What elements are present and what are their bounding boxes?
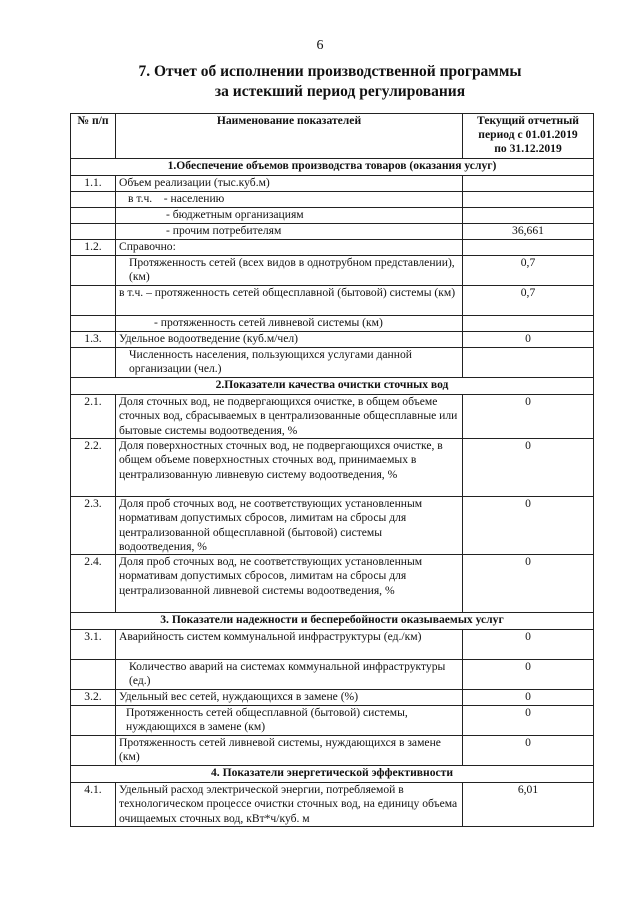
table-row [71, 555, 594, 613]
row-num: 2.2. [71, 439, 116, 497]
report-table [70, 113, 594, 827]
row-name: Удельный расход электрической энергии, потребляемой в технологическом процессе очистки сточных вод, на единицу объема очищаемых сточных вод, кВт*ч/куб. м [116, 783, 463, 827]
row-value [463, 192, 594, 208]
table-row [71, 224, 594, 240]
table-row [71, 497, 594, 555]
row-name: в т.ч. - населению [116, 192, 463, 208]
row-num: 2.4. [71, 555, 116, 613]
row-name: Доля поверхностных сточных вод, не подвергающихся очистке, в общем объеме поверхностных сточных вод, принимаемых в централизованную ливневую систему водоотведения, % [116, 439, 463, 497]
row-value: 0 [463, 630, 594, 660]
row-name: Объем реализации (тыс.куб.м) [116, 176, 463, 192]
row-num: 4.1. [71, 783, 116, 827]
row-num: 2.3. [71, 497, 116, 555]
section-title: 3. Показатели надежности и бесперебойности оказываемых услуг [71, 613, 594, 630]
section-row [71, 613, 594, 630]
header-period-line2: период с 01.01.2019 [478, 128, 578, 141]
table-row [71, 240, 594, 256]
row-name: Численность населения, пользующихся услугами данной организации (чел.) [116, 348, 463, 378]
row-num: 3.2. [71, 690, 116, 706]
row-value [463, 176, 594, 192]
row-name: Доля проб сточных вод, не соответствующих установленным нормативам допустимых сбросов, лимитам на сбросы для централизованной ливневой системы водоотведения, % [116, 555, 463, 613]
row-name: Доля проб сточных вод, не соответствующих установленным нормативам допустимых сбросов, лимитам на сбросы для централизованной общесплавной (бытовой) системы водоотведения, % [116, 497, 463, 555]
header-name: Наименование показателей [116, 114, 463, 159]
title-line-1: 7. Отчет об исполнении производственной программы [138, 63, 522, 80]
table-row [71, 439, 594, 497]
section-row [71, 159, 594, 176]
row-num: 3.1. [71, 630, 116, 660]
section-row [71, 766, 594, 783]
page-number: 6 [316, 38, 324, 53]
row-value: 0 [463, 706, 594, 736]
table-row [71, 192, 594, 208]
section-title: 4. Показатели энергетической эффективности [71, 766, 594, 783]
row-num [71, 736, 116, 766]
row-num [71, 660, 116, 690]
table-row [71, 736, 594, 766]
row-name: Аварийность систем коммунальной инфраструктуры (ед./км) [116, 630, 463, 660]
section-row [71, 378, 594, 395]
table-row [71, 348, 594, 378]
row-num [71, 208, 116, 224]
page-title [0, 62, 640, 102]
row-name: Справочно: [116, 240, 463, 256]
row-num: 1.3. [71, 332, 116, 348]
table-row [71, 316, 594, 332]
row-name: Удельный вес сетей, нуждающихся в замене (%) [116, 690, 463, 706]
row-value: 0 [463, 332, 594, 348]
title-line-2: за истекший период регулирования [214, 83, 466, 100]
table-row [71, 706, 594, 736]
row-num: 2.1. [71, 395, 116, 439]
header-period-line3: по 31.12.2019 [494, 142, 562, 155]
row-value: 0 [463, 660, 594, 690]
row-name: Протяженность сетей (всех видов в однотрубном представлении), (км) [116, 256, 463, 286]
table-row [71, 208, 594, 224]
row-num [71, 706, 116, 736]
row-value [463, 348, 594, 378]
table-row [71, 256, 594, 286]
row-num [71, 316, 116, 332]
row-num [71, 286, 116, 316]
row-value: 0,7 [463, 286, 594, 316]
row-name: Удельное водоотведение (куб.м/чел) [116, 332, 463, 348]
table-row [71, 660, 594, 690]
row-num [71, 256, 116, 286]
table-row [71, 395, 594, 439]
row-value: 0 [463, 439, 594, 497]
table-row [71, 332, 594, 348]
header-num: № п/п [71, 114, 116, 159]
header-row [71, 114, 594, 159]
row-name: Протяженность сетей ливневой системы, нуждающихся в замене (км) [116, 736, 463, 766]
row-value: 36,661 [463, 224, 594, 240]
row-value: 0 [463, 497, 594, 555]
table-row [71, 783, 594, 827]
row-value: 0 [463, 736, 594, 766]
table-row [71, 286, 594, 316]
table-row [71, 176, 594, 192]
row-value [463, 316, 594, 332]
row-value: 0 [463, 690, 594, 706]
row-value: 6,01 [463, 783, 594, 827]
row-name: - бюджетным организациям [116, 208, 463, 224]
row-num [71, 224, 116, 240]
table-row [71, 690, 594, 706]
header-period [463, 114, 594, 159]
row-num [71, 348, 116, 378]
row-value [463, 208, 594, 224]
table-row [71, 630, 594, 660]
row-name: - протяженность сетей ливневой системы (км) [116, 316, 463, 332]
row-name: Протяженность сетей общесплавной (бытовой) системы, нуждающихся в замене (км) [116, 706, 463, 736]
row-value: 0 [463, 555, 594, 613]
row-name: в т.ч. – протяженность сетей общесплавной (бытовой) системы (км) [116, 286, 463, 316]
section-title: 1.Обеспечение объемов производства товаров (оказания услуг) [71, 159, 594, 176]
row-num: 1.2. [71, 240, 116, 256]
row-name: Доля сточных вод, не подвергающихся очистке, в общем объеме сточных вод, сбрасываемых в централизованные общесплавные или бытовые системы водоотведения, % [116, 395, 463, 439]
row-num: 1.1. [71, 176, 116, 192]
row-num [71, 192, 116, 208]
row-value [463, 240, 594, 256]
header-period-line1: Текущий отчетный [477, 114, 579, 127]
row-name: Количество аварий на системах коммунальной инфраструктуры (ед.) [116, 660, 463, 690]
row-value: 0 [463, 395, 594, 439]
row-value: 0,7 [463, 256, 594, 286]
row-name: - прочим потребителям [116, 224, 463, 240]
section-title: 2.Показатели качества очистки сточных вод [71, 378, 594, 395]
